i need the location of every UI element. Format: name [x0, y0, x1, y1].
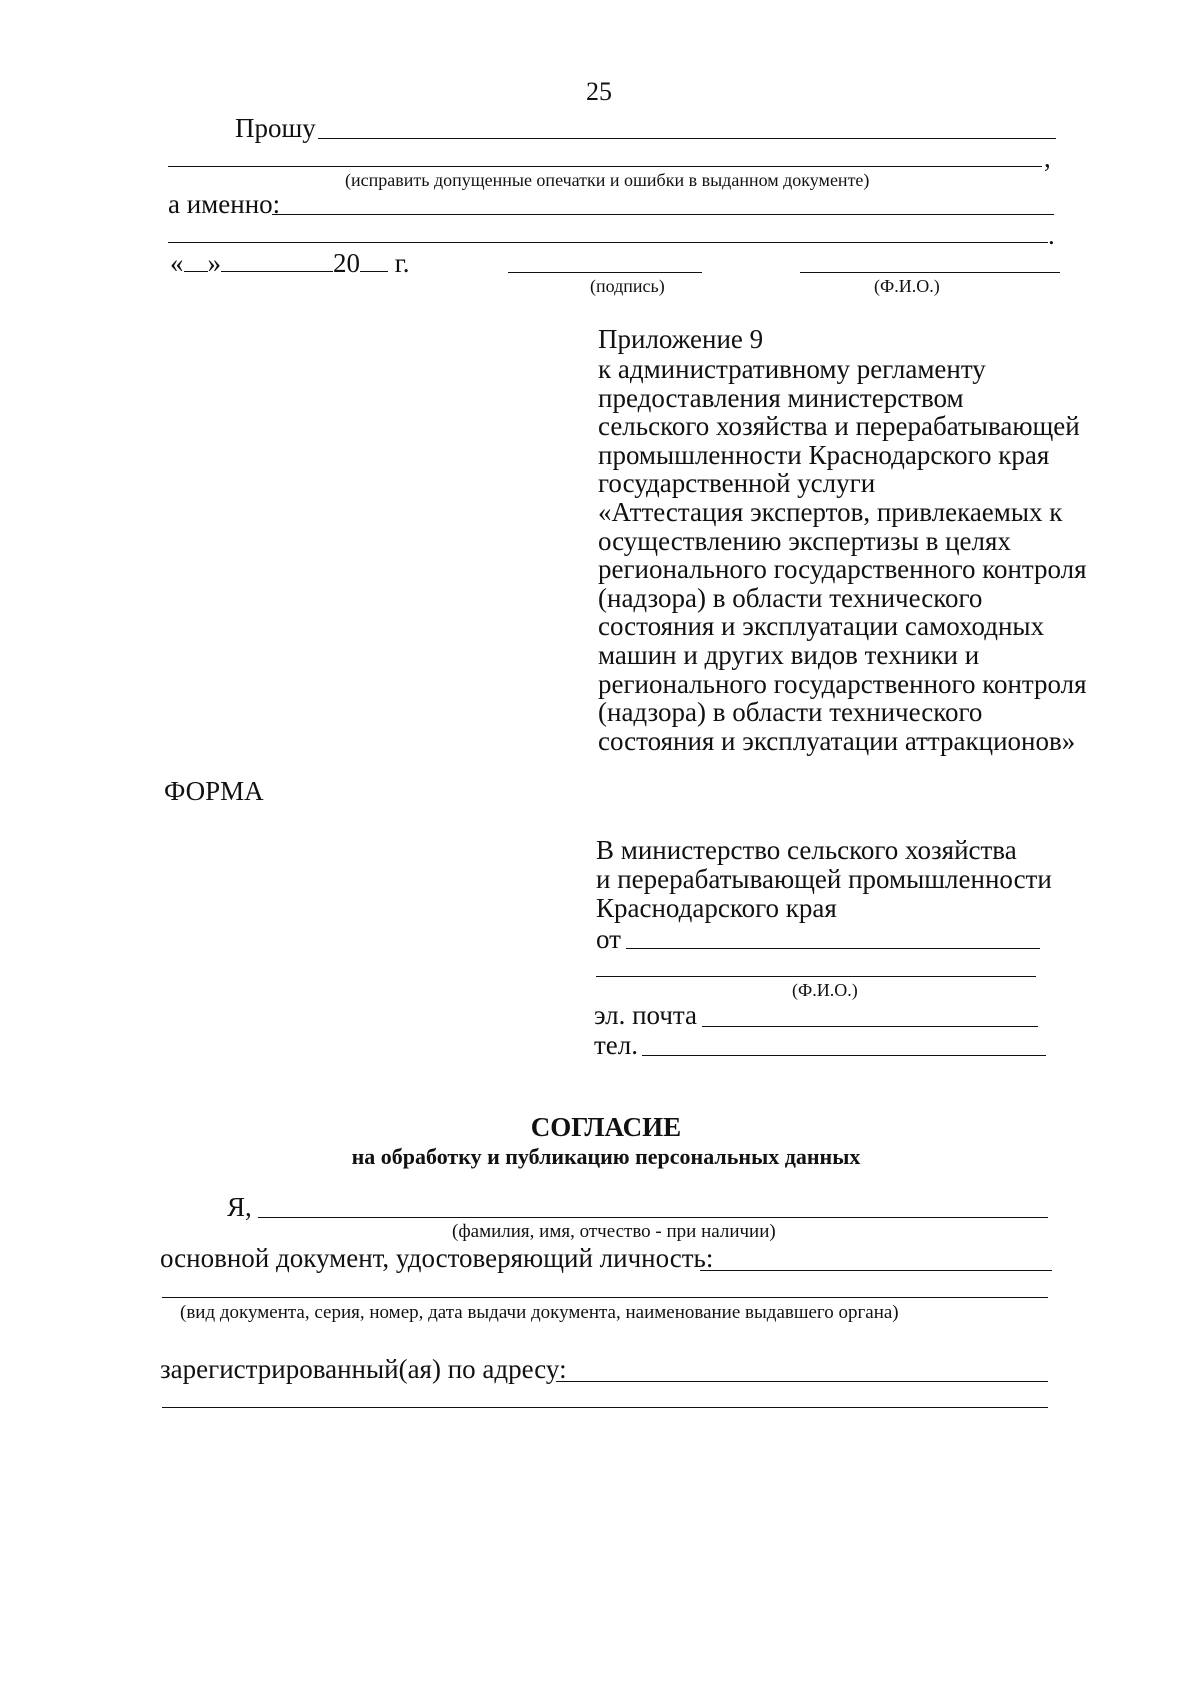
request-fio-caption: (Ф.И.О.): [874, 276, 940, 296]
appendix-line: (надзора) в области технического: [598, 697, 983, 728]
appendix-line: государственной услуги: [598, 468, 876, 499]
form-label: ФОРМА: [164, 776, 264, 806]
signature-line[interactable]: [508, 272, 702, 273]
consent-name-line[interactable]: [258, 1217, 1048, 1218]
date-month-blank[interactable]: [221, 249, 333, 272]
request-comma: ,: [1044, 143, 1051, 173]
addressee-line: и перерабатывающей промышленности: [596, 864, 1052, 894]
appendix-line: предоставления министерством: [598, 382, 964, 413]
appendix-line: промышленности Краснодарского края: [598, 439, 1050, 470]
appendix-line: регионального государственного контроля: [598, 554, 1087, 585]
date-year-prefix: 20: [333, 248, 360, 278]
from-label: от: [596, 924, 621, 954]
addressee-block: [596, 836, 1052, 923]
page-number: 25: [586, 77, 612, 106]
phone-label: тел.: [594, 1030, 639, 1060]
phone-field-line[interactable]: [642, 1055, 1046, 1056]
appendix-line: регионального государственного контроля: [598, 668, 1087, 699]
appendix-line: к административному регламенту: [598, 354, 986, 384]
consent-i-label: Я,: [227, 1192, 252, 1222]
date-year-blank[interactable]: [360, 249, 388, 272]
appendix-line: сельского хозяйства и перерабатывающей: [598, 411, 1080, 442]
from-field-line-2[interactable]: [596, 976, 1036, 977]
appendix-line: «Аттестация экспертов, привлекаемых к: [598, 496, 1063, 527]
date-year-suffix: г.: [394, 248, 410, 278]
from-field-line[interactable]: [626, 948, 1040, 949]
consent-subtitle: на обработку и публикацию персональных данных: [351, 1144, 861, 1169]
namely-period: .: [1048, 220, 1055, 250]
appendix-line: машин и других видов техники и: [598, 639, 980, 670]
signature-caption: (подпись): [590, 276, 665, 296]
request-label: Прошу: [235, 113, 316, 143]
namely-label: а именно:: [168, 189, 281, 219]
date-day-blank[interactable]: [184, 249, 208, 272]
request-field-line-1[interactable]: [318, 138, 1056, 139]
appendix-block: [598, 323, 1087, 755]
address-label: зарегистрированный(ая) по адресу:: [160, 1354, 567, 1384]
email-label: эл. почта: [594, 1000, 698, 1030]
appendix-line: осуществлению экспертизы в целях: [598, 525, 1011, 556]
consent-title: СОГЛАСИЕ: [530, 1112, 682, 1142]
namely-field-line-2[interactable]: [168, 242, 1048, 243]
request-fio-line[interactable]: [800, 272, 1060, 273]
id-doc-line-1[interactable]: [700, 1270, 1052, 1271]
email-field-line[interactable]: [702, 1026, 1038, 1027]
consent-name-caption: (фамилия, имя, отчество - при наличии): [452, 1221, 776, 1242]
appendix-line: состояния и эксплуатации самоходных: [598, 611, 1045, 642]
id-doc-label: основной документ, удостоверяющий личность:: [160, 1243, 714, 1273]
appendix-line: состояния и эксплуатации аттракционов»: [598, 725, 1076, 756]
date-close-quote: »: [207, 248, 221, 278]
request-field-line-2[interactable]: [168, 166, 1042, 167]
date-open-quote: «: [170, 248, 184, 278]
appendix-title: Приложение 9: [598, 324, 764, 354]
request-correction-caption: (исправить допущенные опечатки и ошибки в выданном документе): [345, 170, 870, 190]
namely-field-line-1[interactable]: [272, 214, 1054, 215]
id-doc-caption: (вид документа, серия, номер, дата выдачи документа, наименование выдавшего органа): [180, 1302, 899, 1323]
appendix-line: (надзора) в области технического: [598, 582, 983, 613]
date-field[interactable]: [170, 248, 410, 279]
address-line-1[interactable]: [556, 1381, 1048, 1382]
addressee-line: Краснодарского края: [596, 893, 837, 923]
address-line-2[interactable]: [162, 1407, 1048, 1408]
id-doc-line-2[interactable]: [162, 1297, 1048, 1298]
addressee-line: В министерство сельского хозяйства: [596, 835, 1017, 865]
addressee-fio-caption: (Ф.И.О.): [792, 980, 858, 1000]
